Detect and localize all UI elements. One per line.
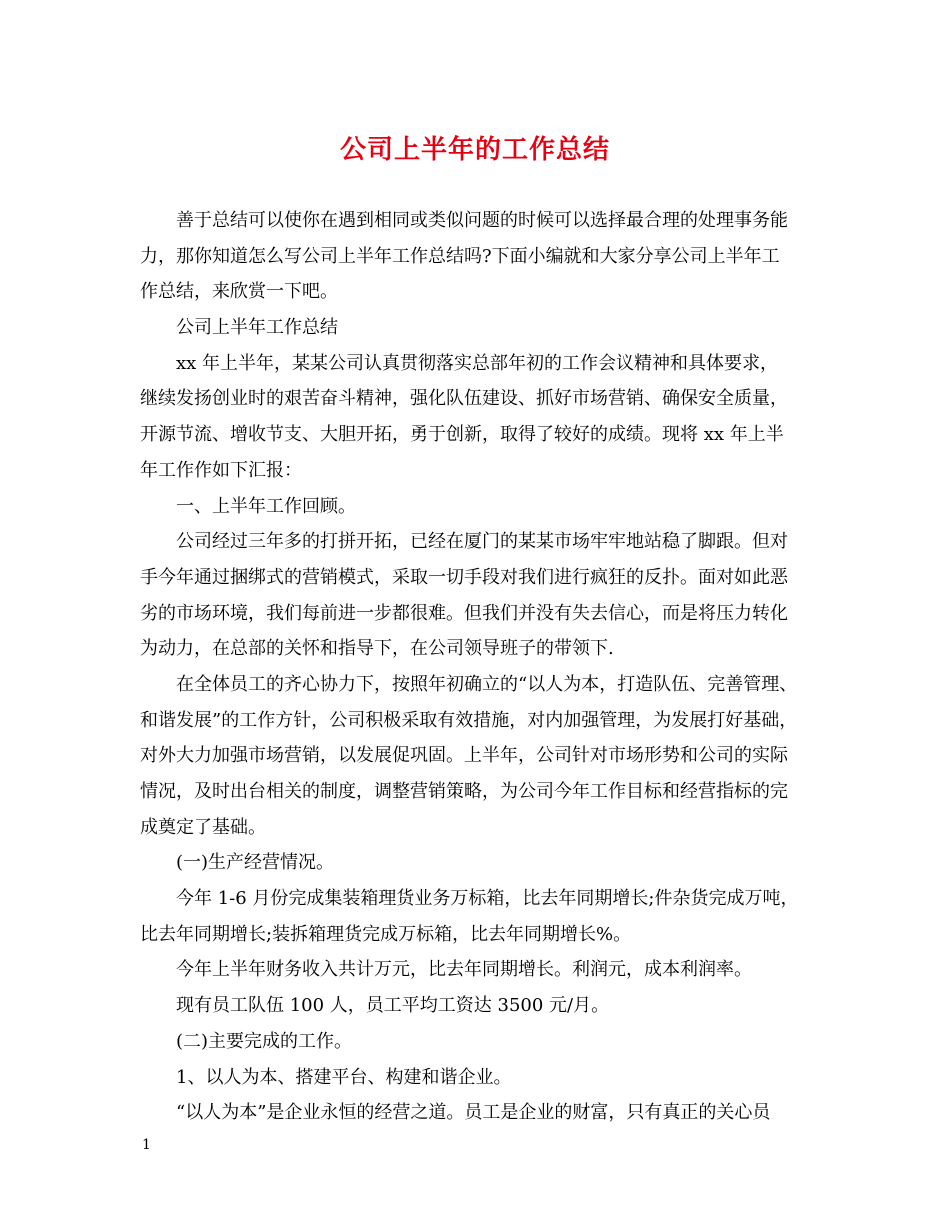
paragraph-line: xx 年上半年，某某公司认真贯彻落实总部年初的工作会议精神和具体要求， (176, 352, 779, 374)
paragraph-line: 劣的市场环境，我们每前进一步都很难。但我们并没有失去信心，而是将压力转化 (140, 602, 788, 624)
paragraph-line: 力，那你知道怎么写公司上半年工作总结吗?下面小编就和大家分享公司上半年工 (140, 245, 780, 267)
paragraph-line: 今年上半年财务收入共计万元，比去年同期增长。利润元，成本利润率。 (176, 959, 752, 981)
section-heading: 一、上半年工作回顾。 (176, 495, 356, 517)
page-number: 1 (142, 1137, 151, 1153)
paragraph-line: 现有员工队伍 100 人，员工平均工资达 3500 元/月。 (176, 995, 610, 1017)
paragraph-line: “以人为本”是企业永恒的经营之道。员工是企业的财富，只有真正的关心员 (176, 1102, 771, 1124)
paragraph-line: 手今年通过捆绑式的营销模式，采取一切手段对我们进行疯狂的反扑。面对如此恶 (140, 566, 788, 588)
document-body (140, 203, 820, 1131)
paragraph-line: 比去年同期增长;装拆箱理货完成万标箱，比去年同期增长%。 (140, 923, 632, 945)
paragraph-line: 善于总结可以使你在遇到相同或类似问题的时候可以选择最合理的处理事务能 (176, 210, 788, 231)
paragraph-line: 继续发扬创业时的艰苦奋斗精神，强化队伍建设、抓好市场营销、确保安全质量， (140, 388, 788, 410)
paragraph-line: 作总结，来欣赏一下吧。 (140, 281, 338, 303)
section-heading: 1、以人为本、搭建平台、构建和谐企业。 (176, 1066, 512, 1088)
paragraph-line: 对外大力加强市场营销，以发展促巩固。上半年，公司针对市场形势和公司的实际 (140, 745, 788, 767)
section-heading: (一)生产经营情况。 (176, 852, 335, 874)
document-title: 公司上半年的工作总结 (339, 135, 610, 165)
paragraph-line: 今年 1-6 月份完成集装箱理货业务万标箱，比去年同期增长;件杂货完成万吨， (176, 888, 799, 910)
paragraph-line: 年工作作如下汇报： (140, 459, 302, 481)
paragraph-line: 为动力，在总部的关怀和指导下，在公司领导班子的带领下. (140, 638, 614, 660)
paragraph-line: 公司经过三年多的打拼开拓，已经在厦门的某某市场牢牢地站稳了脚跟。但对 (176, 531, 788, 553)
paragraph-line: 情况，及时出台相关的制度，调整营销策略，为公司今年工作目标和经营指标的完 (140, 781, 788, 802)
paragraph-line: 成奠定了基础。 (140, 816, 266, 838)
section-heading: 公司上半年工作总结 (176, 317, 338, 339)
paragraph-line: 开源节流、增收节支、大胆开拓，勇于创新，取得了较好的成绩。现将 xx 年上半 (140, 424, 784, 446)
paragraph-line: 和谐发展”的工作方针，公司积极采取有效措施，对内加强管理，为发展打好基础， (140, 709, 798, 731)
section-heading: (二)主要完成的工作。 (176, 1030, 353, 1052)
paragraph-line: 在全体员工的齐心协力下，按照年初确立的“以人为本，打造队伍、完善管理、 (176, 673, 798, 695)
